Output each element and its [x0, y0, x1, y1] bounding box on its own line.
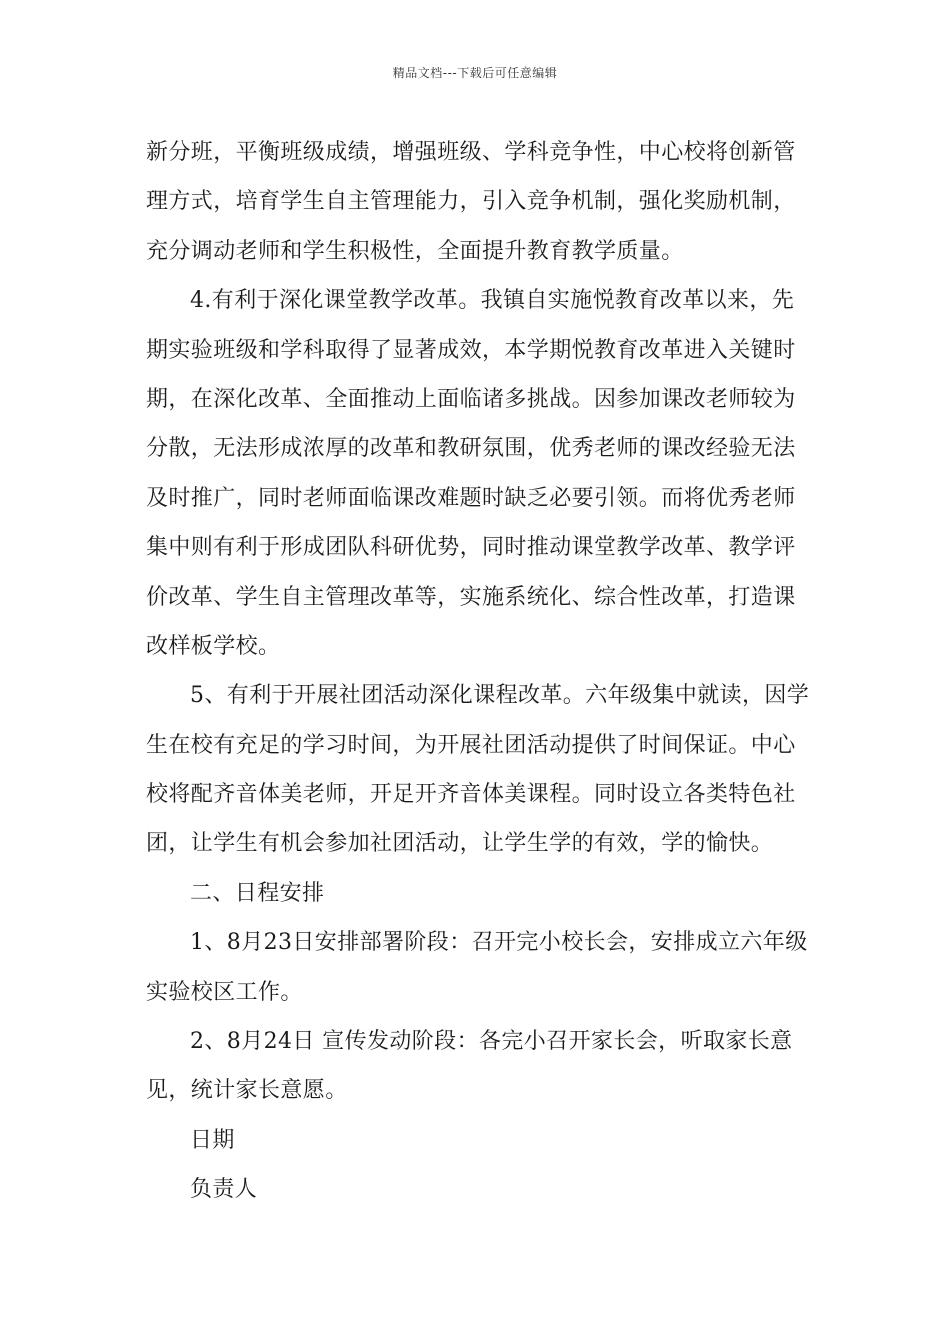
date-label: 日期: [190, 1127, 235, 1153]
paragraph-start-line: 5、有利于开展社团活动深化课程改革。六年级集中就读，因学: [190, 683, 810, 709]
text-line: 理方式，培育学生自主管理能力，引入竞争机制，强化奖励机制，: [146, 189, 796, 215]
text-line: 期，在深化改革、全面推动上面临诸多挑战。因参加课改老师较为: [146, 386, 796, 412]
text-line: 实验校区工作。: [146, 979, 303, 1005]
responsible-person-label: 负责人: [190, 1177, 258, 1203]
paragraph-start-line: 4.有利于深化课堂教学改革。我镇自实施悦教育改革以来，先: [190, 288, 795, 314]
text-line: 期实验班级和学科取得了显著成效，本学期悦教育改革进入关键时: [146, 337, 796, 363]
text-line: 价改革、学生自主管理改革等，实施系统化、综合性改革，打造课: [146, 584, 796, 610]
text-line: 新分班，平衡班级成绩，增强班级、学科竞争性，中心校将创新管: [146, 140, 796, 165]
text-line: 团，让学生有机会参加社团活动，让学生学的有效，学的愉快。: [146, 831, 774, 857]
paragraph-start-line: 2、8月24日 宣传发动阶段：各完小召开家长会，听取家长意: [190, 1029, 793, 1055]
text-line: 改样板学校。: [146, 633, 281, 659]
text-line: 生在校有充足的学习时间，为开展社团活动提供了时间保证。中心: [146, 732, 796, 758]
section-heading: 二、日程安排: [190, 880, 325, 906]
page-header: 精品文档---下载后可任意编辑: [392, 66, 558, 80]
text-line: 集中则有利于形成团队科研优势，同时推动课堂教学改革、教学评: [146, 535, 796, 561]
text-line: 校将配齐音体美老师，开足开齐音体美课程。同时设立各类特色社: [146, 782, 796, 808]
text-line: 充分调动老师和学生积极性，全面提升教育教学质量。: [146, 238, 684, 264]
text-line: 及时推广，同时老师面临课改难题时缺乏必要引领。而将优秀老师: [146, 485, 796, 511]
paragraph-start-line: 1、8月23日安排部署阶段：召开完小校长会，安排成立六年级: [190, 930, 808, 956]
text-line: 分散，无法形成浓厚的改革和教研氛围，优秀老师的课改经验无法: [146, 436, 796, 462]
text-line: 见，统计家长意愿。: [146, 1078, 348, 1104]
document-body: [146, 128, 808, 1215]
